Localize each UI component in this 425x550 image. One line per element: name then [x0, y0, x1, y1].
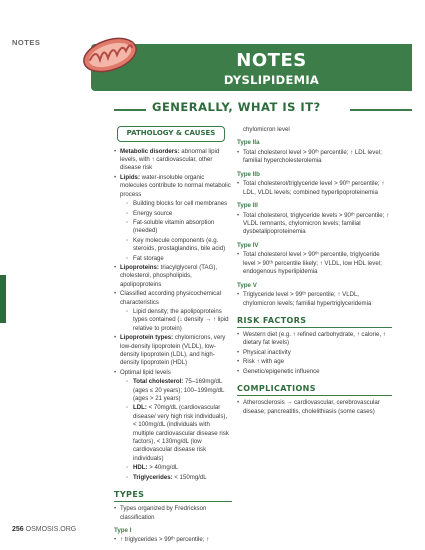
- list-item: • Lipoprotein types: chylomicrons, very low-density lipoprotein (VLDL), low-density lipoprotein (LDL), and high-density lipoprotein (HDL): [114, 334, 232, 368]
- list-item: • Western diet (e.g. ↑ refined carbohydrate, ↑ calorie, ↑ dietary fat levels): [237, 331, 392, 348]
- site-name: OSMOSIS.ORG: [25, 526, 77, 533]
- list-item: • Total cholesterol, triglyceride levels > 90ᵗʰ percentile; ↑ VLDL remnants, chylomicron levels; familial dysbetalipoproteinemia: [237, 212, 392, 237]
- sub-list-item: ◦ Fat storage: [120, 255, 232, 263]
- list-item: • Metabolic disorders: abnormal lipid levels, with ↑ cardiovascular, other disease risk: [114, 148, 232, 173]
- list-item: • ↑ triglycerides > 99ᵗʰ percentile; ↑: [114, 536, 232, 544]
- sub-list-item: ◦ Key molecule components (e.g. steroids, prostaglandins, bile acid): [120, 237, 232, 254]
- list-item: • Risk ↑ with age: [237, 358, 392, 366]
- list-item: • Classified according physicochemical characteristics ◦ Lipid density; the apolipoproteins types contained (↓ density → ↑ lipid relative to protein): [114, 290, 232, 333]
- type-label: Type IIa: [237, 139, 260, 147]
- list-item: • Lipids: water-insoluble organic molecules contribute to normal metabolic process ◦ Building blocks for cell membranes ◦ Energy source ◦ Fat-soluble vitamin absorption (needed) ◦ Key molecule components (e.g. steroids, prostaglandins, bile acid) ◦ Fat storage: [114, 174, 232, 263]
- list-item: • Optimal lipid levels ◦ Total cholesterol: 75–169mg/dL (ages ≤ 20 years); 100–199mg/dL (ages > 21 years) ◦ LDL: < 70mg/dL (cardiovascular disease/ very high risk individuals), < 100mg/dL (individuals with multiple cardiovascular disease risk factors), < 130mg/dL (low cardiovascular disease risk individuals) ◦ HDL: > 40mg/dL ◦ Triglycerides: < 150mg/dL: [114, 369, 232, 482]
- section-title: [114, 100, 412, 118]
- type-label: Type I: [114, 526, 132, 534]
- page-subtitle: DYSLIPIDEMIA: [223, 73, 320, 87]
- sub-list-item: ◦ Building blocks for cell membranes: [120, 200, 232, 208]
- sub-list-item: ◦ LDL: < 70mg/dL (cardiovascular disease/ very high risk individuals), < 100mg/dL (individuals with multiple cardiovascular disease risk factors), < 130mg/dL (low cardiovascular disease risk individuals): [120, 404, 232, 463]
- page-title: NOTES: [236, 50, 307, 71]
- list-item: • Total cholesterol level > 90ᵗʰ percentile; ↑ LDL level; familial hypercholesterolemia: [237, 149, 392, 166]
- types-heading: TYPES: [114, 489, 232, 502]
- sub-list-item: ◦ Total cholesterol: 75–169mg/dL (ages ≤ 20 years); 100–199mg/dL (ages > 21 years): [120, 378, 232, 403]
- sub-list-item: ◦ Energy source: [120, 210, 232, 218]
- complications-heading: COMPLICATIONS: [237, 383, 392, 396]
- section-title-label: GENERALLY, WHAT IS IT?: [152, 100, 321, 114]
- left-column: [114, 126, 232, 546]
- right-column: [237, 126, 392, 417]
- list-item: • Total cholesterol/triglyceride level > 90ᵗʰ percentile; ↑ LDL, VLDL levels; combined hyperlipoproteinemia: [237, 180, 392, 197]
- sub-list-item: ◦ HDL: > 40mg/dL: [120, 464, 232, 472]
- side-notes-label: NOTES: [12, 38, 41, 47]
- side-tab-marker: [0, 275, 6, 323]
- sub-list-item: ◦ Triglycerides: < 150mg/dL: [120, 474, 232, 482]
- type-label: Type IIb: [237, 170, 260, 178]
- list-item: • Atherosclerosis → cardiovascular, cerebrovascular disease; pancreatitis, cholelithiasis (some cases): [237, 399, 392, 416]
- risk-factors-heading: RISK FACTORS: [237, 315, 392, 328]
- list-item: • Total cholesterol level > 90ᵗʰ percentile, triglyceride level > 90ᵗʰ percentile likely; ↑ VLDL, low HDL level; endogenous hyperlipidemia: [237, 251, 392, 276]
- pathology-list: [114, 148, 232, 482]
- type-label: Type V: [237, 281, 257, 289]
- sub-list-item: ◦ Fat-soluble vitamin absorption (needed): [120, 219, 232, 236]
- list-item: • Triglyceride level > 99ᵗʰ percentile; ↑ VLDL, chylomicron levels; familial hypertriglyceridemia: [237, 291, 392, 308]
- page-number: 256: [12, 526, 24, 533]
- type-label: Type IV: [237, 241, 259, 249]
- list-item: • Types organized by Fredrickson classification: [114, 505, 232, 522]
- type-label: Type III: [237, 202, 258, 210]
- pathology-causes-heading: PATHOLOGY & CAUSES: [117, 126, 225, 142]
- list-item: • Physical inactivity: [237, 349, 392, 357]
- page-footer: [12, 526, 76, 533]
- list-item: • Genetic/epigenetic influence: [237, 368, 392, 376]
- sub-list-item: ◦ Lipid density; the apolipoproteins types contained (↓ density → ↑ lipid relative to protein): [120, 308, 232, 333]
- list-item: • Lipoproteins: triacylglycerol (TAG), cholesterol, phospholipids, apolipoproteins: [114, 264, 232, 289]
- mitochondria-icon: [80, 36, 140, 74]
- continued-text: chylomicron level: [243, 126, 290, 133]
